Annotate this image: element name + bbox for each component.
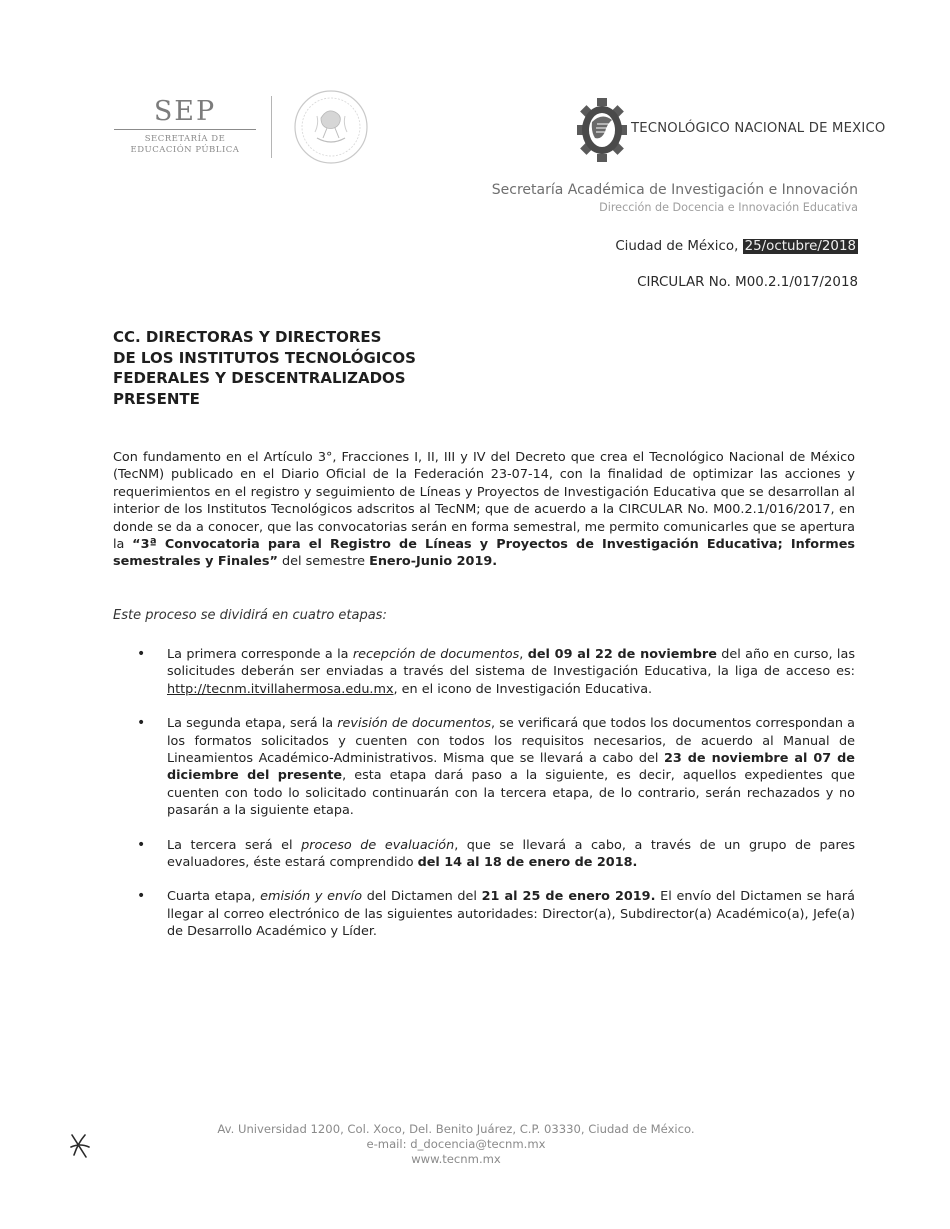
date-value: 25/octubre/2018 xyxy=(744,239,856,254)
stages-list xyxy=(137,646,855,941)
circular-number: CIRCULAR No. M00.2.1/017/2018 xyxy=(637,275,858,290)
tecnm-gear-icon xyxy=(577,98,627,162)
footer-website: www.tecnm.mx xyxy=(411,1151,501,1166)
stage-item-4: • Cuarta etapa, emisión y envío del Dictamen del 21 al 25 de enero 2019. El envío del Dictamen se hará llegar al correo electrónico de las siguientes autoridades: Director(a), Subdirector(a) Académico(a), Jefe(a) de Desarrollo Académico y Líder. xyxy=(137,888,855,940)
direccion-label: Dirección de Docencia e Innovación Educativa xyxy=(599,201,858,214)
addressee-block xyxy=(113,327,416,409)
date-line xyxy=(615,239,858,254)
intro-paragraph xyxy=(113,449,855,571)
bullet-icon: • xyxy=(137,646,146,662)
footer-address: Av. Universidad 1200, Col. Xoco, Del. Benito Juárez, C.P. 03330, Ciudad de México. xyxy=(217,1122,695,1136)
bullet-icon: • xyxy=(137,836,146,853)
intro-text-1: Con fundamento en el Artículo 3°, Fracciones I, II, III y IV del Decreto que crea el Tecnológico Nacional de México (TecNM) publicado en el Diario Oficial de la Federación 23-07-14, con la finalidad de optimizar las acciones y requerimientos en el registro y seguimiento de Líneas y Proyectos de Investigación Educativa que se desarrollan al interior de los Institutos Tecnológicos adscritos al TecNM; que de acuerdo a la CIRCULAR No. M00.2.1/016/2017, en donde se da a conocer, que las convocatorias serán en forma semestral, me permito comunicarles que se apertura la xyxy=(113,450,855,553)
stage-item-3: • La tercera será el proceso de evaluación, que se llevará a cabo, a través de un grupo de pares evaluadores, éste estará comprendido del 14 al 18 de enero de 2018. xyxy=(137,836,855,871)
footer xyxy=(0,1122,912,1166)
addressee-line-4: PRESENTE xyxy=(113,389,200,408)
access-link[interactable]: http://tecnm.itvillahermosa.edu.mx xyxy=(167,681,394,697)
sep-acronym: SEP xyxy=(153,96,217,127)
stages-intro: Este proceso se dividirá en cuatro etapas: xyxy=(113,608,387,623)
secretaria-label: Secretaría Académica de Investigación e Innovación xyxy=(491,182,858,198)
date-prefix: Ciudad de México, xyxy=(615,239,743,254)
bullet-icon: • xyxy=(137,715,146,732)
national-seal-icon xyxy=(287,88,375,166)
logo-divider xyxy=(271,96,272,158)
tecnm-logo xyxy=(577,98,886,164)
sep-subtitle-1: SECRETARÍA DE xyxy=(144,134,226,144)
footer-email: e-mail: d_docencia@tecnm.mx xyxy=(366,1136,546,1151)
intro-semester: Enero-Junio 2019. xyxy=(369,554,498,570)
addressee-line-2: DE LOS INSTITUTOS TECNOLÓGICOS xyxy=(113,348,416,367)
addressee-line-1: CC. DIRECTORAS Y DIRECTORES xyxy=(113,328,382,346)
intro-call-title: “3ª Convocatoria para el Registro de Líneas y Proyectos de Investigación Educativa; Informes semestrales y Finales” xyxy=(113,537,856,570)
intro-text-2: del semestre xyxy=(277,554,370,570)
stage-item-1: • La primera corresponde a la recepción de documentos, del 09 al 22 de noviembre del año en curso, las solicitudes deberán ser enviadas a través del sistema de Investigación Educativa, la liga de acceso es: http://tecnm.itvillahermosa.edu.mx, en el icono de Investigación Educativa. xyxy=(137,646,855,697)
addressee-line-3: FEDERALES Y DESCENTRALIZADOS xyxy=(113,369,406,387)
bullet-icon: • xyxy=(137,888,146,905)
sep-logo xyxy=(110,97,260,167)
tecnm-name: TECNOLÓGICO NACIONAL DE MEXICO xyxy=(631,121,886,136)
stage-item-2: • La segunda etapa, será la revisión de documentos, se verificará que todos los documentos correspondan a los formatos solicitados y cuenten con todos los requisitos necesarios, de acuerdo al Manual de Lineamientos Académico-Administrativos. Misma que se llevará a cabo del 23 de noviembre al 07 de diciembre del presente, esta etapa dará paso a la siguiente, es decir, aquellos expedientes que cuenten con todo lo solicitado continuarán con la tercera etapa, de lo contrario, serán rechazados y no pasarán a la siguiente etapa. xyxy=(137,715,856,819)
sep-subtitle-2: EDUCACIÓN PÚBLICA xyxy=(130,145,240,155)
sep-rule xyxy=(114,129,256,130)
